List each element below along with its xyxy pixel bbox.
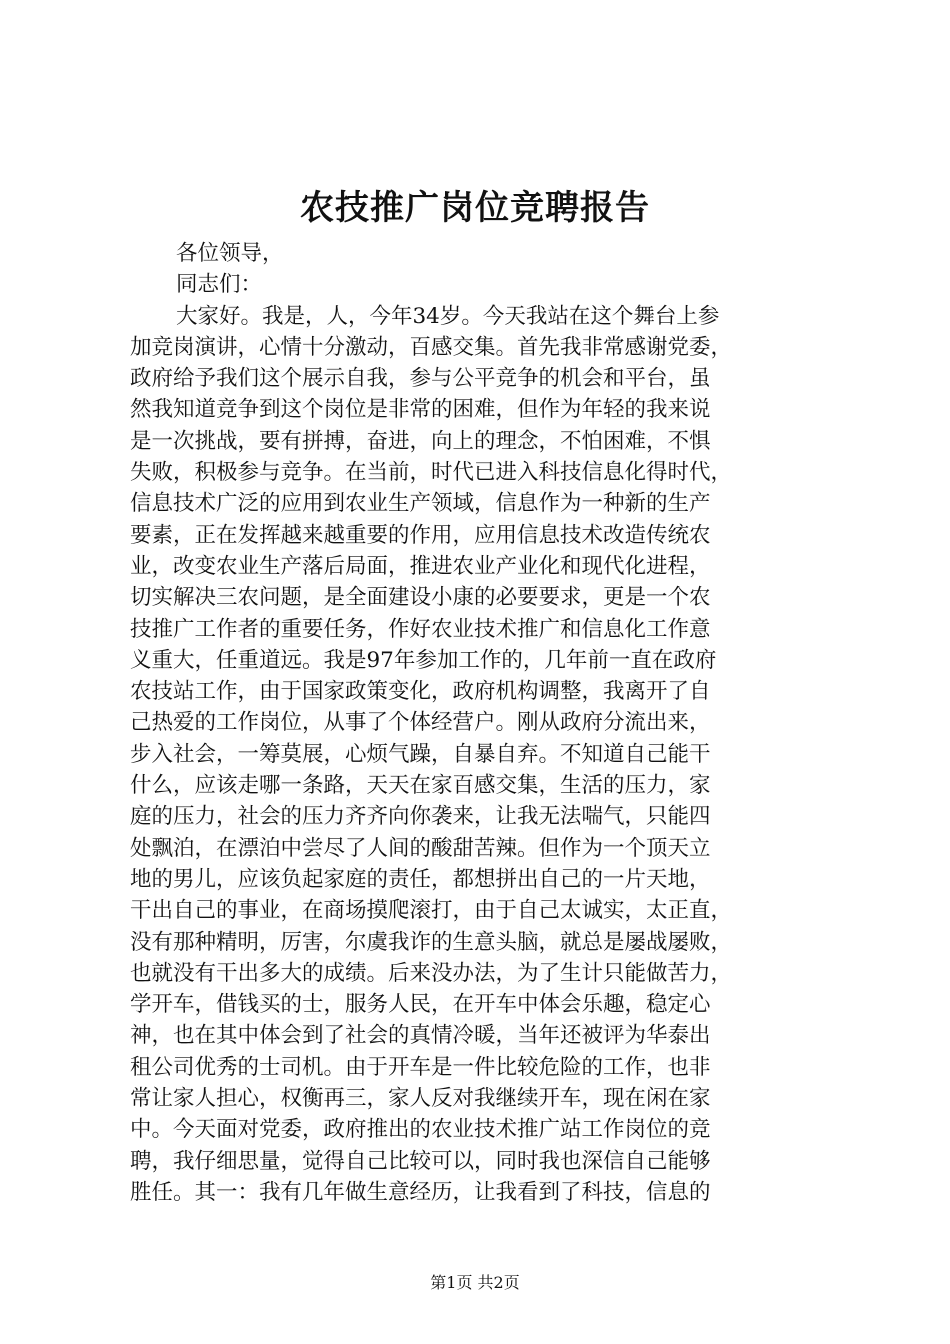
body-line: 处飘泊，在漂泊中尝尽了人间的酸甜苦辣。但作为一个顶天立 xyxy=(130,835,711,861)
body-line: 神，也在其中体会到了社会的真情冷暖，当年还被评为华泰出 xyxy=(130,1023,711,1049)
body-line: 是一次挑战，要有拼搏，奋进，向上的理念，不怕困难，不惧 xyxy=(130,428,711,454)
body-line: 己热爱的工作岗位，从事了个体经营户。刚从政府分流出来， xyxy=(130,710,711,736)
body-line: 聘，我仔细思量，觉得自己比较可以，同时我也深信自己能够 xyxy=(130,1148,711,1174)
body-line: 农技站工作，由于国家政策变化，政府机构调整，我离开了自 xyxy=(130,679,711,705)
body-line: 什么，应该走哪一条路，天天在家百感交集，生活的压力，家 xyxy=(130,773,711,799)
body-line: 中。今天面对党委，政府推出的农业技术推广站工作岗位的竞 xyxy=(130,1117,711,1143)
body-line: 也就没有干出多大的成绩。后来没办法，为了生计只能做苦力， xyxy=(130,960,733,986)
body-line: 学开车，借钱买的士，服务人民，在开车中体会乐趣，稳定心 xyxy=(130,992,711,1018)
body-line: 然我知道竞争到这个岗位是非常的困难，但作为年轻的我来说 xyxy=(130,397,711,423)
body-line: 技推广工作者的重要任务，作好农业技术推广和信息化工作意 xyxy=(130,616,711,642)
body-line: 常让家人担心，权衡再三，家人反对我继续开车，现在闲在家 xyxy=(130,1086,711,1112)
document-body xyxy=(130,238,830,1208)
body-line: 步入社会，一筹莫展，心烦气躁，自暴自弃。不知道自己能干 xyxy=(130,741,711,767)
body-line: 地的男儿，应该负起家庭的责任，都想拼出自己的一片天地， xyxy=(130,866,711,892)
body-line: 干出自己的事业，在商场摸爬滚打，由于自己太诚实，太正直， xyxy=(130,898,733,924)
body-line: 要素，正在发挥越来越重要的作用，应用信息技术改造传统农 xyxy=(130,522,711,548)
body-line: 切实解决三农问题，是全面建设小康的必要要求，更是一个农 xyxy=(130,585,711,611)
body-line: 信息技术广泛的应用到农业生产领域，信息作为一种新的生产 xyxy=(130,491,711,517)
body-line: 庭的压力，社会的压力齐齐向你袭来，让我无法喘气，只能四 xyxy=(130,804,711,830)
document-title: 农技推广岗位竞聘报告 xyxy=(300,188,650,228)
body-line: 政府给予我们这个展示自我，参与公平竞争的机会和平台，虽 xyxy=(130,366,711,392)
body-line: 胜任。其一：我有几年做生意经历，让我看到了科技，信息的 xyxy=(130,1179,711,1205)
body-line: 租公司优秀的士司机。由于开车是一件比较危险的工作，也非 xyxy=(130,1054,711,1080)
body-line: 大家好。我是，人，今年34岁。今天我站在这个舞台上参 xyxy=(176,303,720,329)
page-number: 第1页 共2页 xyxy=(430,1273,520,1292)
salutation-leaders: 各位领导， xyxy=(176,241,284,266)
body-line: 没有那种精明，厉害，尔虞我诈的生意头脑，就总是屡战屡败， xyxy=(130,929,733,955)
body-line: 失败，积极参与竞争。在当前，时代已进入科技信息化得时代， xyxy=(130,460,733,486)
body-line: 加竞岗演讲，心情十分激动，百感交集。首先我非常感谢党委， xyxy=(130,334,733,360)
body-line: 义重大，任重道远。我是97年参加工作的，几年前一直在政府 xyxy=(130,647,717,673)
body-line: 业，改变农业生产落后局面，推进农业产业化和现代化进程， xyxy=(130,553,711,579)
salutation-comrades: 同志们： xyxy=(176,272,263,298)
